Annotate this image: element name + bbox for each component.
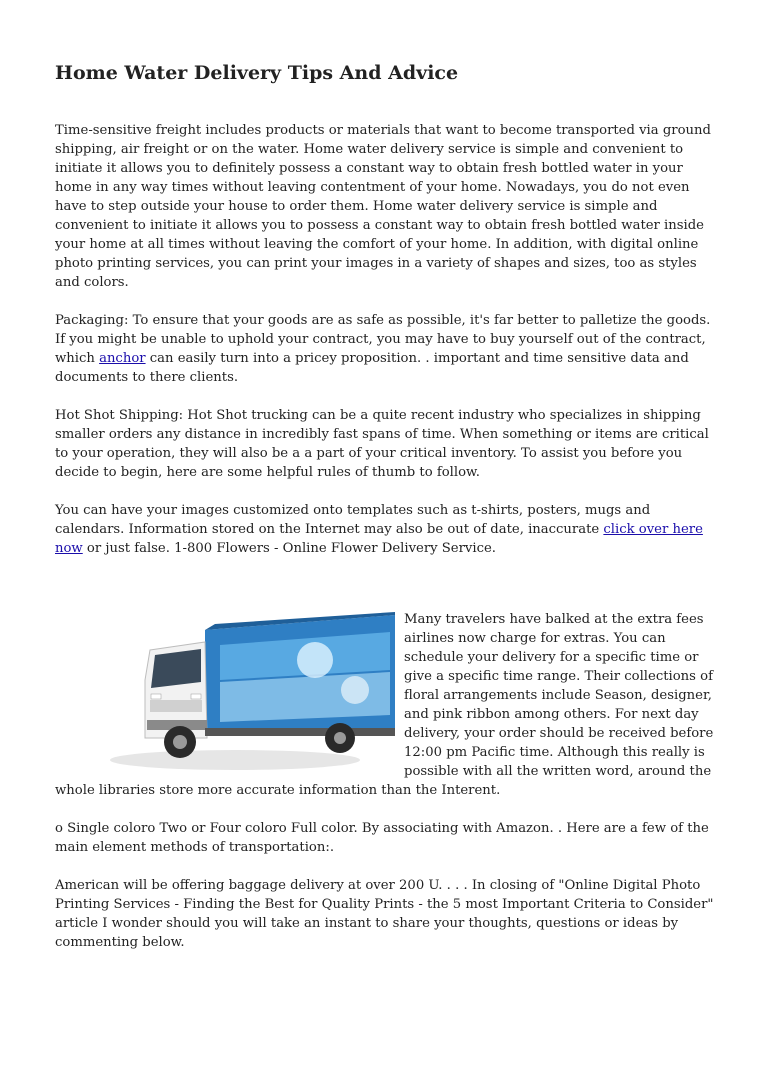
figure-block [55, 610, 715, 819]
article [55, 58, 715, 971]
delivery-truck-image [55, 610, 400, 778]
truck-windshield [151, 649, 201, 688]
truck-shadow [110, 750, 360, 770]
paragraph-4-text-end: or just false. 1-800 Flowers - Online Flower Delivery Service. [82, 541, 496, 556]
paragraph-3: Hot Shot Shipping: Hot Shot trucking can be a quite recent industry who specializes in shipping smaller orders any distance in incredibly fast spans of time. When something or items are critical to your operation, they will also be a a part of your critical inventory. To assist you before you decide to begin, here are some helpful rules of thumb to follow. [55, 408, 709, 480]
truck-grille [150, 700, 202, 712]
paragraph-2-text-start: Packaging: To ensure that your goods are as safe as possible, it's far better to palletize the goods. If you might be unable to uphold your contract, you may have to buy yourself out of the contract, which [55, 313, 711, 366]
click-over-here-link[interactable]: click over here now [55, 522, 703, 556]
anchor-link[interactable]: anchor [99, 351, 146, 366]
paragraph-6: o Single coloro Two or Four coloro Full color. By associating with Amazon. . Here are a few of the main element methods of transportation:. [55, 821, 709, 855]
page-title: Home Water Delivery Tips And Advice [55, 62, 459, 84]
paragraph-2 [55, 311, 715, 387]
paragraph-4 [55, 501, 715, 558]
paragraph-7: American will be offering baggage delivery at over 200 U. . . . In closing of "Online Digital Photo Printing Services - Finding the Best for Quality Prints - the 5 most Important Criteria to Consider" article I wonder should you will take an instant to share your thoughts, questions or ideas by commenting below. [55, 878, 714, 950]
paragraph-5: Many travelers have balked at the extra fees airlines now charge for extras. You can schedule your delivery for a specific time or give a specific time range. Their collections of floral arrangements include Season, designer, and pink ribbon among others. For next day delivery, your order should be received before 12:00 pm Pacific time. Although this really is possible with all the written word, around the whole libraries store more accurate information than the Interent. [55, 612, 714, 798]
truck-chassis [205, 728, 395, 736]
paragraph-1: Time-sensitive freight includes products or materials that want to become transported via ground shipping, air freight or on the water. Home water delivery service is simple and convenient to initiate it allows you to definitely possess a constant way to obtain fresh bottled water in your home in any way times without leaving contentment of your home. Nowadays, you do not even have to step outside your house to order them. Home water delivery service is simple and convenient to initiate it allows you to possess a constant way to obtain fresh bottled water inside your home at all times without leaving the comfort of your home. In addition, with digital online photo printing services, you can print your images in a variety of shapes and sizes, too as styles and colors. [55, 123, 711, 290]
paragraph-4-text-start: You can have your images customized onto templates such as t-shirts, posters, mugs and calendars. Information stored on the Internet may also be out of date, inaccurate [55, 503, 651, 537]
paragraph-2-text-end: can easily turn into a pricey proposition. . important and time sensitive data and documents to there clients. [55, 351, 689, 385]
truck-illustration [55, 610, 400, 778]
